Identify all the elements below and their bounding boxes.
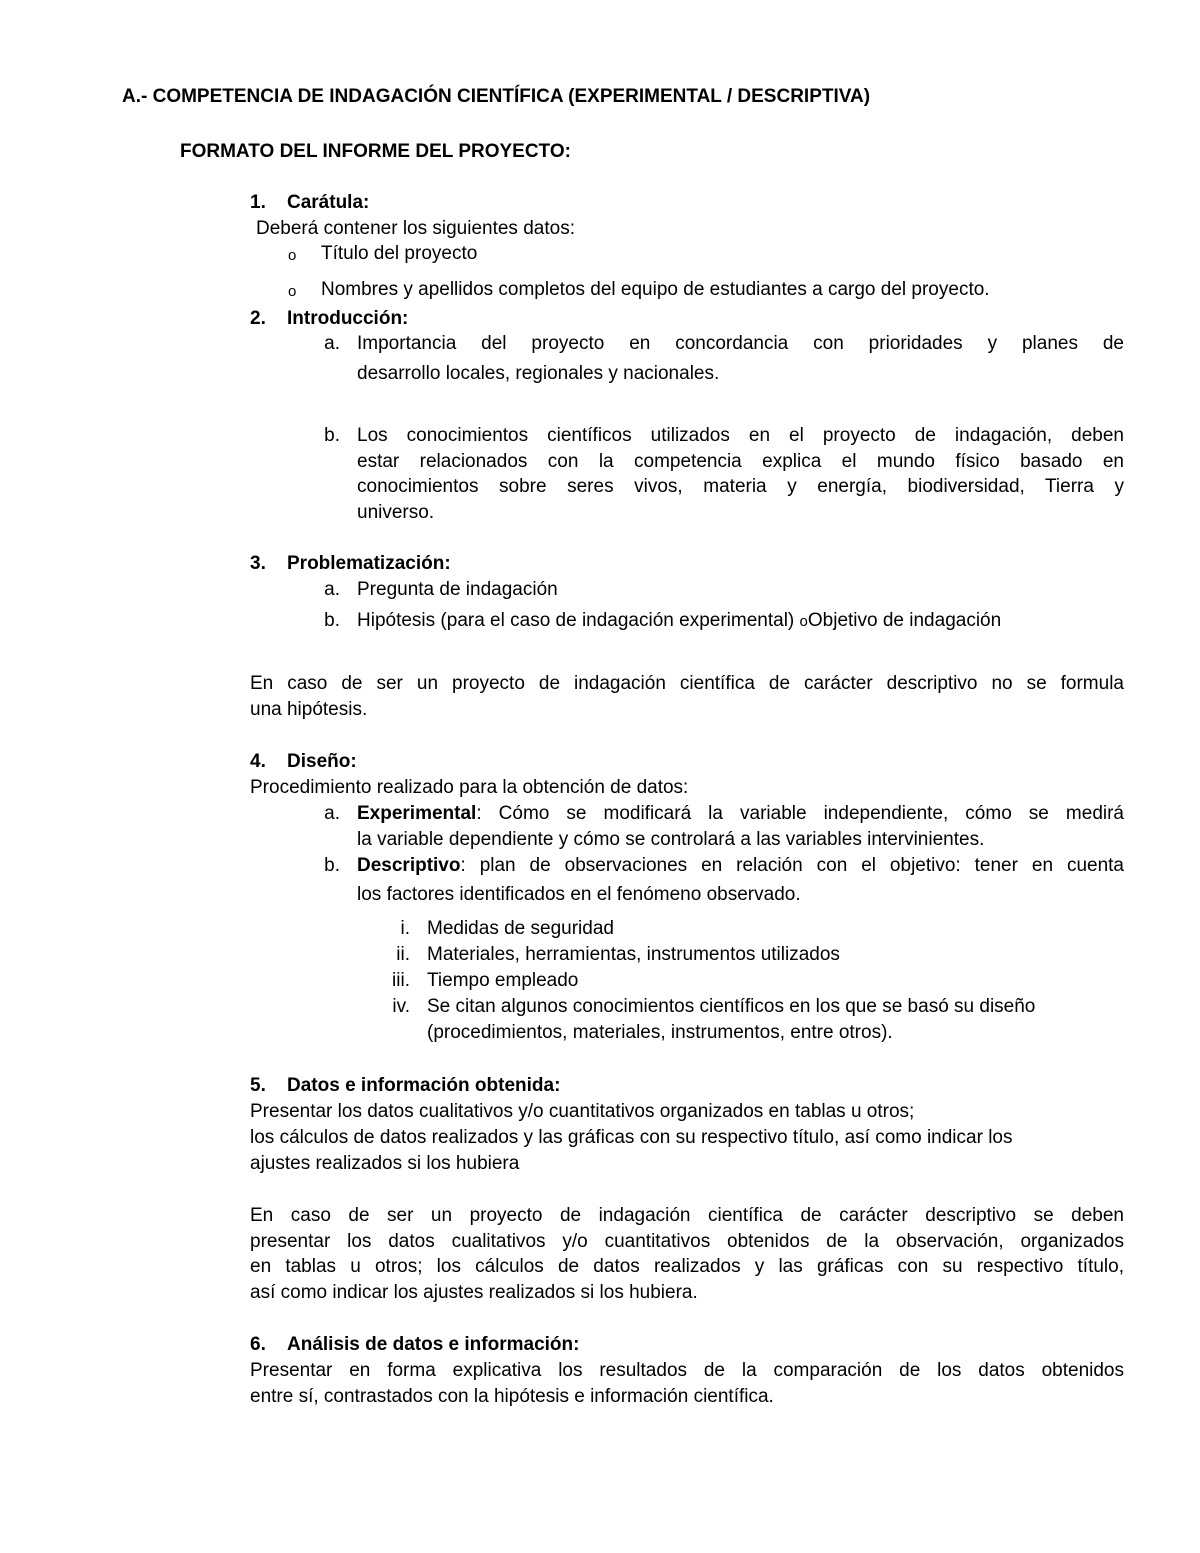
text-fragment: Objetivo de indagación <box>807 610 1002 631</box>
roman-marker: iii. <box>392 970 410 991</box>
section-2-a-text <box>357 331 1124 387</box>
or-symbol: o <box>799 613 808 630</box>
text-line: la variable dependiente y cómo se controlará a las variables intervinientes. <box>357 828 985 850</box>
section-2-title: Introducción: <box>287 308 409 329</box>
section-6-text <box>250 1358 1124 1409</box>
section-3-title: Problematización: <box>287 553 451 574</box>
text-line: Importancia del proyecto en concordancia con prioridades y planes de <box>357 333 1124 354</box>
section-6-number: 6. <box>250 1334 266 1355</box>
text-line: estar relacionados con la competencia explica el mundo físico basado en <box>357 450 1124 472</box>
document-title: A.- COMPETENCIA DE INDAGACIÓN CIENTÍFICA (EXPERIMENTAL / DESCRIPTIVA) <box>122 86 871 107</box>
section-2-b-text <box>357 423 1124 525</box>
text-line: presentar los datos cualitativos y/o cuantitativos obtenidos de la observación, organizados <box>250 1230 1124 1252</box>
text-line: conocimientos sobre seres vivos, materia y energía, biodiversidad, Tierra y <box>357 476 1124 497</box>
roman-item: Materiales, herramientas, instrumentos utilizados <box>427 944 840 965</box>
document-subtitle: FORMATO DEL INFORME DEL PROYECTO: <box>180 141 571 162</box>
roman-item-continuation: (procedimientos, materiales, instrumentos, entre otros). <box>427 1022 893 1043</box>
section-3-number: 3. <box>250 553 266 574</box>
section-1-number: 1. <box>250 192 266 213</box>
text-line: universo. <box>357 501 435 523</box>
roman-marker: ii. <box>396 944 410 965</box>
bullet-icon: o <box>288 247 297 264</box>
text-fragment: Hipótesis (para el caso de indagación experimental) <box>357 610 795 631</box>
section-4-a-marker: a. <box>324 803 340 824</box>
text-line: En caso de ser un proyecto de indagación científica de carácter descriptivo no se formula <box>250 673 1124 694</box>
section-4-a-text <box>357 801 1124 852</box>
roman-marker: i. <box>400 918 410 939</box>
roman-marker: iv. <box>392 996 410 1017</box>
section-4-b-text <box>357 853 1124 908</box>
term-descriptivo: Descriptivo <box>357 855 461 876</box>
section-1-bullet-2: Nombres y apellidos completos del equipo de estudiantes a cargo del proyecto. <box>321 279 990 300</box>
roman-item: Se citan algunos conocimientos científicos en los que se basó su diseño <box>427 996 1036 1017</box>
section-4-title: Diseño: <box>287 751 357 772</box>
section-4-intro: Procedimiento realizado para la obtención de datos: <box>250 777 689 798</box>
text-line: Los conocimientos científicos utilizados en el proyecto de indagación, deben <box>357 425 1124 446</box>
section-6-title: Análisis de datos e información: <box>287 1334 580 1355</box>
text-line: así como indicar los ajustes realizados si los hubiera. <box>250 1281 698 1303</box>
section-4-number: 4. <box>250 751 266 772</box>
section-5-title: Datos e información obtenida: <box>287 1075 561 1096</box>
section-5-number: 5. <box>250 1075 266 1096</box>
section-2-b-marker: b. <box>324 425 340 446</box>
text-fragment: : plan de observaciones en relación con el objetivo: tener en cuenta <box>460 855 1124 876</box>
section-5-line-2: los cálculos de datos realizados y las gráficas con su respectivo título, así como indicar los <box>250 1127 1013 1148</box>
section-3-a-marker: a. <box>324 579 340 600</box>
section-5-line-3: ajustes realizados si los hubiera <box>250 1153 520 1174</box>
section-5-line-1: Presentar los datos cualitativos y/o cuantitativos organizados en tablas u otros; <box>250 1101 915 1122</box>
text-line: entre sí, contrastados con la hipótesis e información científica. <box>250 1385 774 1407</box>
section-1-intro: Deberá contener los siguientes datos: <box>256 218 575 239</box>
term-experimental: Experimental <box>357 803 477 824</box>
text-line: Presentar en forma explicativa los resultados de la comparación de los datos obtenidos <box>250 1360 1124 1381</box>
section-2-a-marker: a. <box>324 333 340 354</box>
text-line: en tablas u otros; los cálculos de datos realizados y las gráficas con su respectivo título, <box>250 1256 1124 1277</box>
text-line: los factores identificados en el fenómeno observado. <box>357 884 801 905</box>
text-line <box>357 850 1124 882</box>
section-2-number: 2. <box>250 308 266 329</box>
section-4-b-marker: b. <box>324 855 340 876</box>
text-line: desarrollo locales, regionales y nacionales. <box>357 363 720 384</box>
section-5-note <box>250 1203 1124 1305</box>
roman-item: Medidas de seguridad <box>427 918 614 939</box>
section-3-a-text: Pregunta de indagación <box>357 579 558 600</box>
text-fragment: : Cómo se modificará la variable independiente, cómo se medirá <box>476 803 1124 824</box>
section-1-title: Carátula: <box>287 192 370 213</box>
section-3-note <box>250 671 1124 722</box>
text-line: una hipótesis. <box>250 698 368 720</box>
bullet-icon: o <box>288 283 297 300</box>
section-3-b-marker: b. <box>324 610 340 631</box>
section-3-b-text <box>357 608 1001 635</box>
text-line <box>357 801 1124 827</box>
text-line: En caso de ser un proyecto de indagación científica de carácter descriptivo se deben <box>250 1205 1124 1226</box>
section-1-bullet-1: Título del proyecto <box>321 243 478 264</box>
roman-item: Tiempo empleado <box>427 970 579 991</box>
